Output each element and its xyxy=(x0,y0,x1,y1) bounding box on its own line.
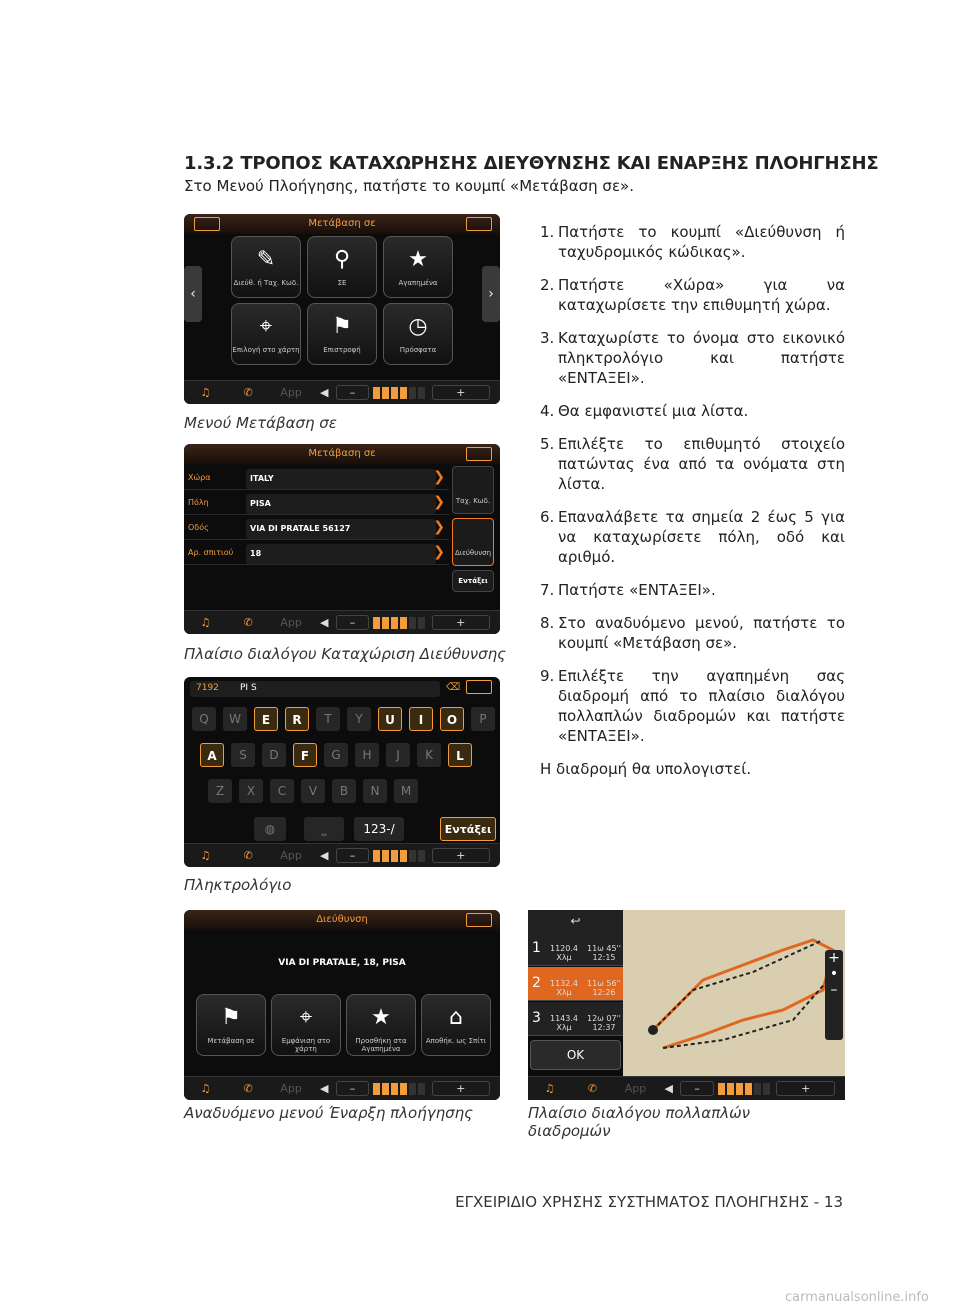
key[interactable]: L xyxy=(448,743,472,767)
globe-icon[interactable]: ◍ xyxy=(254,817,286,841)
app-button[interactable]: App xyxy=(280,1082,302,1095)
key[interactable]: Y xyxy=(347,707,371,731)
intro-text: Στο Μενού Πλοήγησης, πατήστε το κουμπί «Μετάβαση σε». xyxy=(184,177,634,195)
key[interactable]: B xyxy=(332,779,356,803)
back-icon[interactable] xyxy=(466,447,492,461)
row-city[interactable]: Πόλη PISA ❯ xyxy=(184,491,449,515)
step-item: 2. Πατήστε «Χώρα» για να καταχωρίσετε την επιθυμητή χώρα. xyxy=(540,276,845,314)
bottom-bar xyxy=(184,1076,500,1100)
address-toggle[interactable]: Διεύθυνση xyxy=(452,518,494,566)
bottom-bar xyxy=(184,380,500,404)
key[interactable]: K xyxy=(417,743,441,767)
screen-header: Διεύθυνση xyxy=(184,910,500,930)
zoom-control[interactable]: + • – xyxy=(825,950,843,1040)
app-button[interactable]: App xyxy=(280,849,302,862)
key[interactable]: X xyxy=(239,779,263,803)
chevron-right-icon: ❯ xyxy=(433,519,445,535)
chevron-right-icon: ❯ xyxy=(433,494,445,510)
key[interactable]: P xyxy=(471,707,495,731)
volume-icon: ◀ xyxy=(664,1082,673,1095)
key[interactable]: W xyxy=(223,707,247,731)
return-icon: ⚑ xyxy=(332,314,352,339)
step-item: 7. Πατήστε «ΕΝΤΑΞΕΙ». xyxy=(540,581,716,599)
ok-button[interactable]: OK xyxy=(530,1040,621,1070)
caption-screen1: Μενού Μετάβαση σε xyxy=(184,414,337,432)
key[interactable]: G xyxy=(324,743,348,767)
tile-address[interactable]: ✎ Διεύθ. ή Ταχ. Κωδ. xyxy=(231,236,301,298)
key[interactable]: S xyxy=(231,743,255,767)
volume-level xyxy=(718,1083,777,1095)
screenshot-goto-menu xyxy=(184,214,500,404)
back-icon[interactable]: ↩ xyxy=(528,910,623,932)
volume-down-button[interactable]: – xyxy=(680,1081,713,1096)
tile-return[interactable]: ⚑ Επιστροφή xyxy=(307,303,377,365)
result-text: Η διαδρομή θα υπολογιστεί. xyxy=(540,760,752,778)
tile-select-on-map[interactable]: ⌖ Επιλογή στο χάρτη xyxy=(231,303,301,365)
screen-header: Μετάβαση σε xyxy=(184,444,500,464)
tile-save-home[interactable]: ⌂ Αποθήκ. ως Σπίτι xyxy=(421,994,491,1056)
chevron-right-icon: ❯ xyxy=(433,469,445,485)
app-button[interactable]: App xyxy=(280,386,302,399)
map-icon[interactable] xyxy=(194,217,220,231)
numbers-key[interactable]: 123-/ xyxy=(354,817,404,841)
step-item: 9. Επιλέξτε την αγαπημένη σας διαδρομή από το πλαίσιο διαλόγου πολλαπλών διαδρομών και πατήστε «ΕΝΤΑΞΕΙ». xyxy=(540,667,845,745)
tile-recent[interactable]: ◷ Πρόσφατα xyxy=(383,303,453,365)
bottom-bar xyxy=(184,843,500,867)
phone-icon[interactable]: ✆ xyxy=(243,386,253,399)
volume-up-button[interactable]: + xyxy=(776,1081,835,1096)
search-input[interactable]: 7192 PI S xyxy=(190,681,440,697)
chevron-right-icon: ❯ xyxy=(433,544,445,560)
ok-key[interactable]: Εντάξει xyxy=(440,817,496,841)
route-option-3[interactable]: 3 1143.4 Χλμ 12ω 07'' 12:37 xyxy=(528,1002,623,1036)
caption-screen2: Πλαίσιο διαλόγου Καταχώριση Διεύθυνσης xyxy=(184,645,506,663)
key[interactable]: I xyxy=(409,707,433,731)
phone-icon[interactable]: ✆ xyxy=(587,1082,598,1095)
music-icon[interactable]: ♫ xyxy=(200,616,211,629)
key[interactable]: T xyxy=(316,707,340,731)
screen-header: Μετάβαση σε xyxy=(184,214,500,234)
address-icon: ✎ xyxy=(256,247,276,272)
page-footer: ΕΓΧΕΙΡΙΔΙΟ ΧΡΗΣΗΣ ΣΥΣΤΗΜΑΤΟΣ ΠΛΟΗΓΗΣΗΣ - 13 xyxy=(455,1193,843,1211)
step-item: 1. Πατήστε το κουμπί «Διεύθυνση ή ταχυδρομικός κώδικας». xyxy=(540,223,845,261)
steps-list xyxy=(540,222,845,779)
favorites-icon: ★ xyxy=(408,247,428,272)
map-select-icon: ⌖ xyxy=(259,314,273,339)
back-icon[interactable] xyxy=(466,217,492,231)
map-pin-icon: ⌖ xyxy=(299,1005,313,1030)
volume-icon: ◀ xyxy=(319,1082,329,1095)
route-map[interactable] xyxy=(623,910,845,1076)
back-icon[interactable] xyxy=(466,680,492,694)
postcode-toggle[interactable]: Ταχ. Κωδ. xyxy=(452,466,494,514)
key[interactable]: H xyxy=(355,743,379,767)
recent-icon: ◷ xyxy=(408,314,428,339)
key[interactable]: M xyxy=(394,779,418,803)
phone-icon[interactable]: ✆ xyxy=(243,616,253,629)
caption-screen3: Πληκτρολόγιο xyxy=(184,876,292,894)
volume-up-button[interactable]: + xyxy=(432,848,490,863)
tile-go-to[interactable]: ⚑ Μετάβαση σε xyxy=(196,994,266,1056)
space-key[interactable]: ⎵ xyxy=(304,817,344,841)
volume-up-button[interactable]: + xyxy=(432,385,490,400)
caption-screen4: Αναδυόμενο μενού Έναρξη πλοήγησης xyxy=(184,1104,473,1122)
key[interactable]: O xyxy=(440,707,464,731)
step-item: 5. Επιλέξτε το επιθυμητό στοιχείο πατώντας ένα από τα ονόματα στη λίστα. xyxy=(540,435,845,493)
app-button[interactable]: App xyxy=(624,1082,647,1095)
prev-arrow-icon[interactable]: ‹ xyxy=(184,266,202,322)
tile-show-on-map[interactable]: ⌖ Εμφάνιση στο χάρτη xyxy=(271,994,341,1056)
volume-down-button[interactable]: – xyxy=(336,615,369,630)
music-icon[interactable]: ♫ xyxy=(200,386,211,399)
route-map-lines xyxy=(623,910,845,1076)
ok-button[interactable]: Εντάξει xyxy=(452,570,494,592)
key[interactable]: J xyxy=(386,743,410,767)
screenshot-keyboard xyxy=(184,677,500,867)
screenshot-start-nav xyxy=(184,910,500,1100)
volume-level xyxy=(373,617,431,629)
volume-level xyxy=(373,387,431,399)
volume-down-button[interactable]: – xyxy=(336,1081,369,1096)
volume-icon: ◀ xyxy=(319,386,329,399)
key[interactable]: Q xyxy=(192,707,216,731)
tile-add-favorite[interactable]: ★ Προσθήκη στα Αγαπημένα xyxy=(346,994,416,1056)
home-icon: ⌂ xyxy=(449,1005,463,1030)
app-button[interactable]: App xyxy=(280,616,302,629)
back-icon[interactable] xyxy=(466,913,492,927)
bottom-bar xyxy=(184,610,500,634)
step-item: 3. Καταχωρίστε το όνομα στο εικονικό πληκτρολόγιο και πατήστε «ΕΝΤΑΞΕΙ». xyxy=(540,329,845,387)
key[interactable]: F xyxy=(293,743,317,767)
route-option-1[interactable]: 1 1120.4 Χλμ 11ω 45'' 12:15 xyxy=(528,932,623,966)
tile-poi[interactable]: ⚲ ΣΕ xyxy=(307,236,377,298)
tile-favorites[interactable]: ★ Αγαπημένα xyxy=(383,236,453,298)
key[interactable]: U xyxy=(378,707,402,731)
volume-icon: ◀ xyxy=(319,616,329,629)
row-house-number[interactable]: Αρ. σπιτιού 18 ❯ xyxy=(184,541,449,565)
delete-icon[interactable]: ⌫ xyxy=(446,682,461,693)
key[interactable]: N xyxy=(363,779,387,803)
key[interactable]: R xyxy=(285,707,309,731)
volume-down-button[interactable]: – xyxy=(336,385,369,400)
step-item: 6. Επαναλάβετε τα σημεία 2 έως 5 για να καταχωρίσετε πόλη, οδό και αριθμό. xyxy=(540,508,845,566)
caption-screen5: Πλαίσιο διαλόγου πολλαπλών διαδρομών xyxy=(528,1104,751,1140)
key[interactable]: C xyxy=(270,779,294,803)
volume-level xyxy=(373,1083,431,1095)
volume-level xyxy=(373,850,431,862)
next-arrow-icon[interactable]: › xyxy=(482,266,500,322)
screenshot-address-entry xyxy=(184,444,500,634)
screenshot-multiple-routes xyxy=(528,910,845,1100)
checkered-flag-icon: ⚑ xyxy=(221,1005,241,1030)
watermark-site: carmanualsonline.info xyxy=(785,1290,929,1305)
volume-icon: ◀ xyxy=(319,849,329,862)
key[interactable]: V xyxy=(301,779,325,803)
address-text: VIA DI PRATALE, 18, PISA xyxy=(278,958,406,968)
music-icon[interactable]: ♫ xyxy=(200,849,211,862)
route-option-2[interactable]: 2 1132.4 Χλμ 11ω 56'' 12:26 xyxy=(528,967,623,1001)
page-title: 1.3.2 ΤΡΟΠΟΣ ΚΑΤΑΧΩΡΗΣΗΣ ΔΙΕΥΘΥΝΣΗΣ ΚΑΙ ΕΝΑΡΞΗΣ ΠΛΟΗΓΗΣΗΣ xyxy=(184,153,879,174)
row-street[interactable]: Οδός VIA DI PRATALE 56127 ❯ xyxy=(184,516,449,540)
phone-icon[interactable]: ✆ xyxy=(243,1082,253,1095)
music-icon[interactable]: ♫ xyxy=(200,1082,211,1095)
step-item: 4. Θα εμφανιστεί μια λίστα. xyxy=(540,402,749,420)
music-icon[interactable]: ♫ xyxy=(544,1082,555,1095)
step-item: 8. Στο αναδυόμενο μενού, πατήστε το κουμπί «Μετάβαση σε». xyxy=(540,614,845,652)
volume-up-button[interactable]: + xyxy=(432,1081,490,1096)
phone-icon[interactable]: ✆ xyxy=(243,849,253,862)
poi-icon: ⚲ xyxy=(333,247,351,272)
row-country[interactable]: Χώρα ITALY ❯ xyxy=(184,466,449,490)
volume-down-button[interactable]: – xyxy=(336,848,369,863)
key[interactable]: A xyxy=(200,743,224,767)
key[interactable]: D xyxy=(262,743,286,767)
favorite-pin-icon: ★ xyxy=(371,1005,391,1030)
key[interactable]: Z xyxy=(208,779,232,803)
volume-up-button[interactable]: + xyxy=(432,615,490,630)
key[interactable]: E xyxy=(254,707,278,731)
bottom-bar xyxy=(528,1076,845,1100)
